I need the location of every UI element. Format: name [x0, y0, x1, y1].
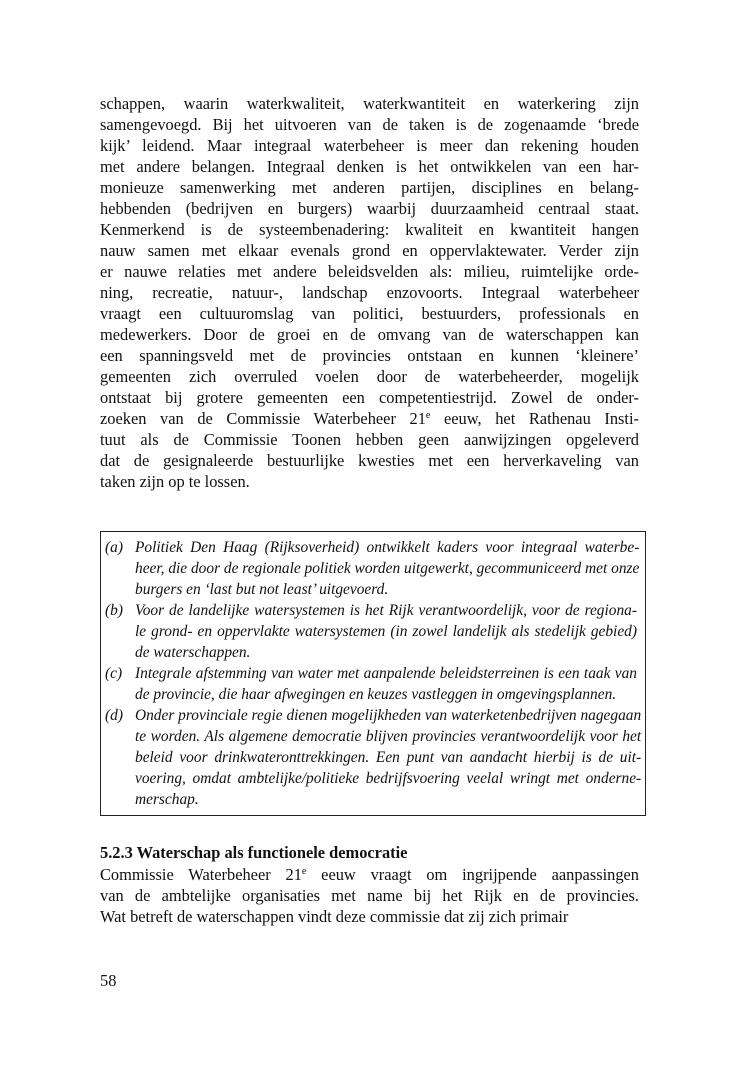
paragraph-text [100, 93, 639, 492]
text-line: le grond- en oppervlakte watersystemen (in zowel landelijk als stedelijk gebied) [135, 623, 637, 640]
list-marker: (c) [105, 665, 123, 682]
text-segment: eeuw, het Rathenau Insti- [430, 409, 639, 428]
text-line: beleid voor drinkwateronttrekkingen. Een punt van aandacht hierbij is de uit- [135, 749, 642, 766]
list-marker: (a) [105, 539, 123, 556]
text-line: merschap. [135, 791, 199, 808]
text-segment: zoeken van de Commissie Waterbeheer 21 [100, 409, 426, 428]
body-paragraph-1 [100, 93, 639, 492]
text-line: voering, omdat ambtelijke/politieke bedrijfsvoering veelal wringt met onderne- [135, 770, 642, 787]
text-line: Wat betreft de waterschappen vindt deze commissie dat zij zich primair [100, 907, 569, 926]
text-line [100, 408, 639, 429]
text-line: Onder provinciale regie dienen mogelijkheden van waterketenbedrijven nagegaan [135, 707, 642, 724]
text-line: schappen, waarin waterkwaliteit, waterkwantiteit en waterkering zijn [100, 94, 639, 113]
text-line: medewerkers. Door de groei en de omvang van de waterschappen kan [100, 325, 639, 344]
text-line: nauw samen met elkaar evenals grond en oppervlaktewater. Verder zijn [100, 241, 639, 260]
text-line: te worden. Als algemene democratie blijven provincies verantwoordelijk voor het [135, 728, 642, 745]
list-item [105, 537, 640, 600]
text-line: gemeenten zich overruled voelen door de waterbeheerder, mogelijk [100, 367, 639, 386]
list-item-text [135, 537, 639, 600]
list-marker: (b) [105, 602, 123, 619]
text-line: taken zijn op te lossen. [100, 472, 250, 491]
text-line: hebbenden (bedrijven en burgers) waarbij duurzaamheid centraal staat. [100, 199, 639, 218]
list-item [105, 705, 642, 810]
text-segment: Commissie Waterbeheer 21 [100, 865, 302, 884]
text-line: tuut als de Commissie Toonen hebben geen aanwijzingen opgeleverd [100, 430, 639, 449]
list-item-text [135, 600, 637, 663]
text-line: de waterschappen. [135, 644, 251, 661]
paragraph-text [100, 864, 639, 927]
text-line: vraagt een cultuuromslag van politici, bestuurders, professionals en [100, 304, 639, 323]
text-line: een spanningsveld met de provincies ontstaan en kunnen ‘kleinere’ [100, 346, 639, 365]
list-item [105, 663, 637, 705]
text-line: Politiek Den Haag (Rijksoverheid) ontwikkelt kaders voor integraal waterbe- [135, 539, 640, 556]
text-line: Kenmerkend is de systeembenadering: kwaliteit en kwantiteit hangen [100, 220, 639, 239]
list-item-text [135, 663, 637, 705]
text-line: met andere belangen. Integraal denken is het ontwikkelen van een har- [100, 157, 639, 176]
text-line: Integrale afstemming van water met aanpalende beleidsterreinen is een taak van [135, 665, 637, 682]
list-marker: (d) [105, 707, 123, 724]
list-item [105, 600, 637, 663]
text-line: monieuze samenwerking met anderen partijen, disciplines en belang- [100, 178, 639, 197]
body-paragraph-2 [100, 864, 639, 927]
text-segment: eeuw vraagt om ingrijpende aanpassingen [306, 865, 639, 884]
text-line: van de ambtelijke organisaties met name bij het Rijk en de provincies. [100, 886, 639, 905]
superscript: e [425, 410, 431, 421]
text-line: ning, recreatie, natuur-, landschap enzovoorts. Integraal waterbeheer [100, 283, 639, 302]
text-line: er nauwe relaties met andere beleidsvelden als: milieu, ruimtelijke orde- [100, 262, 639, 281]
text-line: burgers en ‘last but not least’ uitgevoerd. [135, 581, 389, 598]
text-line: dat de gesignaleerde bestuurlijke kwesties met een herverkaveling van [100, 451, 639, 470]
text-line: samengevoegd. Bij het uitvoeren van de taken is de zogenaamde ‘brede [100, 115, 639, 134]
list-item-text [135, 705, 641, 810]
page-number: 58 [100, 971, 117, 990]
superscript: e [301, 866, 307, 877]
recommendations-box [100, 531, 646, 816]
text-line [100, 864, 639, 885]
text-line: kijk’ leidend. Maar integraal waterbeheer is meer dan rekening houden [100, 136, 639, 155]
text-line: heer, die door de regionale politiek worden uitgewerkt, gecommuniceerd met onze [135, 560, 640, 577]
text-line: Voor de landelijke watersystemen is het Rijk verantwoordelijk, voor de regiona- [135, 602, 637, 619]
section-heading: 5.2.3 Waterschap als functionele democratie [100, 843, 408, 862]
text-line: de provincie, die haar afwegingen en keuzes vastleggen in omgevingsplannen. [135, 686, 617, 703]
text-line: ontstaat bij grotere gemeenten een competentiestrijd. Zowel de onder- [100, 388, 639, 407]
